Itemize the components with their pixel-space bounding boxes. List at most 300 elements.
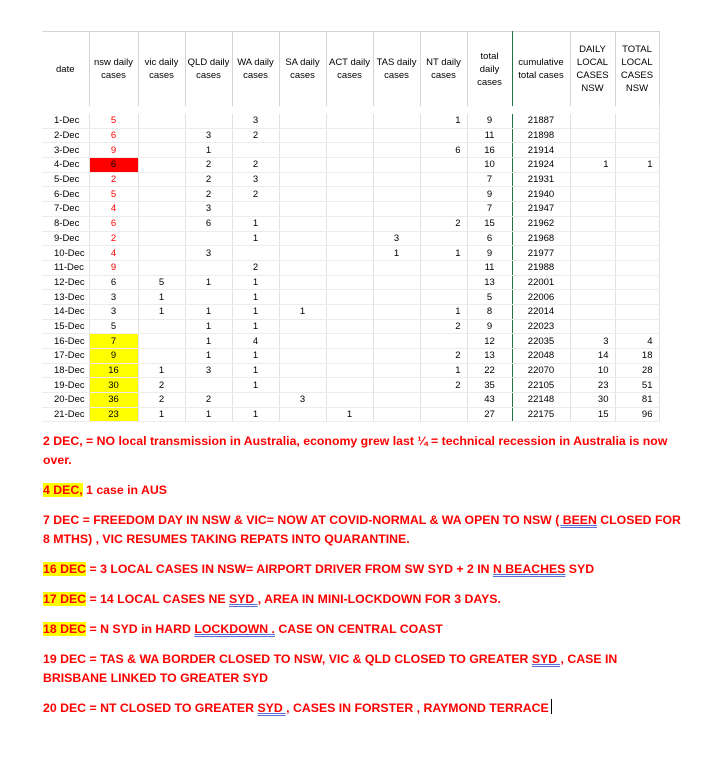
cell-qld[interactable]: [185, 378, 232, 393]
cell-sa[interactable]: [279, 349, 326, 364]
cell-date[interactable]: 20-Dec: [42, 393, 89, 408]
cell-wa[interactable]: 1: [232, 319, 279, 334]
cell-vic[interactable]: 2: [138, 378, 185, 393]
cell-sa[interactable]: [279, 231, 326, 246]
cell-daily_local[interactable]: 14: [570, 349, 615, 364]
cell-act[interactable]: [326, 128, 373, 143]
cell-act[interactable]: [326, 319, 373, 334]
cell-daily_local[interactable]: [570, 246, 615, 261]
cell-sa[interactable]: [279, 158, 326, 173]
cell-cum[interactable]: 22048: [512, 349, 570, 364]
cell-total[interactable]: 7: [467, 172, 512, 187]
cell-wa[interactable]: [232, 202, 279, 217]
cell-qld[interactable]: 1: [185, 349, 232, 364]
cell-total[interactable]: 9: [467, 246, 512, 261]
cell-total[interactable]: 10: [467, 158, 512, 173]
cell-nt[interactable]: [420, 231, 467, 246]
cell-cum[interactable]: 21947: [512, 202, 570, 217]
cell-cum[interactable]: 21988: [512, 260, 570, 275]
cell-qld[interactable]: 2: [185, 393, 232, 408]
cell-wa[interactable]: 1: [232, 378, 279, 393]
cell-qld[interactable]: 6: [185, 216, 232, 231]
cell-nt[interactable]: 2: [420, 319, 467, 334]
cell-act[interactable]: [326, 290, 373, 305]
cell-total_local[interactable]: [615, 260, 659, 275]
cell-tas[interactable]: [373, 158, 420, 173]
cell-sa[interactable]: 3: [279, 393, 326, 408]
cell-qld[interactable]: [185, 260, 232, 275]
cell-nt[interactable]: [420, 158, 467, 173]
cell-total_local[interactable]: [615, 290, 659, 305]
cell-date[interactable]: 21-Dec: [42, 407, 89, 422]
cell-total[interactable]: 22: [467, 363, 512, 378]
note-18-dec-text-b: CASE ON CENTRAL COAST: [274, 622, 443, 636]
cell-cum[interactable]: 22070: [512, 363, 570, 378]
cell-wa[interactable]: 1: [232, 275, 279, 290]
cell-qld[interactable]: 3: [185, 363, 232, 378]
cell-nt[interactable]: [420, 128, 467, 143]
header-cumulative[interactable]: cumulative total cases: [512, 32, 570, 107]
cell-act[interactable]: [326, 334, 373, 349]
cell-tas[interactable]: [373, 334, 420, 349]
cell-act[interactable]: [326, 202, 373, 217]
cell-total[interactable]: 8: [467, 304, 512, 319]
cell-daily_local[interactable]: [570, 260, 615, 275]
cell-qld[interactable]: 1: [185, 334, 232, 349]
cell-total_local[interactable]: [615, 172, 659, 187]
cell-nt[interactable]: [420, 172, 467, 187]
header-total-daily[interactable]: total daily cases: [467, 32, 512, 107]
cell-tas[interactable]: [373, 172, 420, 187]
cell-daily_local[interactable]: [570, 202, 615, 217]
cell-sa[interactable]: [279, 128, 326, 143]
cell-nsw[interactable]: 5: [89, 187, 138, 202]
cell-total_local[interactable]: [615, 187, 659, 202]
cell-tas[interactable]: [373, 393, 420, 408]
cell-nsw[interactable]: 4: [89, 202, 138, 217]
cell-tas[interactable]: 3: [373, 231, 420, 246]
cell-cum[interactable]: 21931: [512, 172, 570, 187]
cell-daily_local[interactable]: [570, 304, 615, 319]
cell-vic[interactable]: [138, 172, 185, 187]
cell-cum[interactable]: 21924: [512, 158, 570, 173]
cell-act[interactable]: 1: [326, 407, 373, 422]
header-nsw-daily[interactable]: nsw daily cases: [89, 32, 138, 107]
cell-wa[interactable]: [232, 143, 279, 158]
cell-nsw[interactable]: 9: [89, 260, 138, 275]
cell-date[interactable]: 2-Dec: [42, 128, 89, 143]
cell-tas[interactable]: [373, 319, 420, 334]
cell-total[interactable]: 5: [467, 290, 512, 305]
cell-total[interactable]: 16: [467, 143, 512, 158]
cell-daily_local[interactable]: 3: [570, 334, 615, 349]
cell-total_local[interactable]: [615, 128, 659, 143]
cell-vic[interactable]: [138, 143, 185, 158]
table-row: [42, 393, 659, 408]
cell-qld[interactable]: 2: [185, 187, 232, 202]
cell-nsw[interactable]: 16: [89, 363, 138, 378]
cell-date[interactable]: 10-Dec: [42, 246, 89, 261]
cell-tas[interactable]: [373, 304, 420, 319]
cell-total_local[interactable]: 51: [615, 378, 659, 393]
cell-date[interactable]: 18-Dec: [42, 363, 89, 378]
cell-qld[interactable]: 1: [185, 275, 232, 290]
cell-nsw[interactable]: 5: [89, 114, 138, 128]
cell-tas[interactable]: [373, 378, 420, 393]
cell-date[interactable]: 17-Dec: [42, 349, 89, 364]
cell-total[interactable]: 13: [467, 349, 512, 364]
cell-nt[interactable]: 1: [420, 304, 467, 319]
cell-wa[interactable]: 3: [232, 114, 279, 128]
cell-tas[interactable]: [373, 349, 420, 364]
cell-total_local[interactable]: 4: [615, 334, 659, 349]
cell-wa[interactable]: 1: [232, 290, 279, 305]
cell-sa[interactable]: [279, 334, 326, 349]
cell-nsw[interactable]: 3: [89, 304, 138, 319]
cell-nt[interactable]: [420, 260, 467, 275]
cell-cum[interactable]: 21898: [512, 128, 570, 143]
cell-nt[interactable]: [420, 202, 467, 217]
cell-tas[interactable]: [373, 143, 420, 158]
cell-sa[interactable]: [279, 246, 326, 261]
cell-total[interactable]: 35: [467, 378, 512, 393]
cell-nsw[interactable]: 6: [89, 216, 138, 231]
cell-vic[interactable]: 5: [138, 275, 185, 290]
cell-daily_local[interactable]: [570, 114, 615, 128]
cell-act[interactable]: [326, 114, 373, 128]
cell-act[interactable]: [326, 393, 373, 408]
cell-vic[interactable]: 2: [138, 393, 185, 408]
cell-date[interactable]: 12-Dec: [42, 275, 89, 290]
cell-qld[interactable]: 3: [185, 246, 232, 261]
cell-total[interactable]: 7: [467, 202, 512, 217]
cell-act[interactable]: [326, 363, 373, 378]
cell-total[interactable]: 11: [467, 260, 512, 275]
cell-total_local[interactable]: [615, 275, 659, 290]
cell-wa[interactable]: 1: [232, 231, 279, 246]
cell-total_local[interactable]: 18: [615, 349, 659, 364]
cell-act[interactable]: [326, 187, 373, 202]
cell-act[interactable]: [326, 143, 373, 158]
header-nt-daily[interactable]: NT daily cases: [420, 32, 467, 107]
cell-total_local[interactable]: 96: [615, 407, 659, 422]
cell-wa[interactable]: [232, 246, 279, 261]
cell-qld[interactable]: 1: [185, 319, 232, 334]
cell-qld[interactable]: 1: [185, 304, 232, 319]
cell-tas[interactable]: [373, 128, 420, 143]
cell-wa[interactable]: 1: [232, 349, 279, 364]
cell-sa[interactable]: [279, 407, 326, 422]
cell-vic[interactable]: [138, 319, 185, 334]
cell-tas[interactable]: 1: [373, 246, 420, 261]
cell-total[interactable]: 27: [467, 407, 512, 422]
cell-nt[interactable]: [420, 407, 467, 422]
cell-wa[interactable]: 2: [232, 187, 279, 202]
cell-qld[interactable]: 3: [185, 128, 232, 143]
cell-date[interactable]: 9-Dec: [42, 231, 89, 246]
cell-tas[interactable]: [373, 216, 420, 231]
table-row: [42, 290, 659, 305]
table-row: [42, 128, 659, 143]
cell-daily_local[interactable]: [570, 143, 615, 158]
cell-cum[interactable]: 22148: [512, 393, 570, 408]
table-row: [42, 260, 659, 275]
cell-nsw[interactable]: 6: [89, 158, 138, 173]
cell-nt[interactable]: [420, 187, 467, 202]
cell-nsw[interactable]: 3: [89, 290, 138, 305]
cell-cum[interactable]: 21940: [512, 187, 570, 202]
cell-date[interactable]: 7-Dec: [42, 202, 89, 217]
cell-nt[interactable]: 2: [420, 216, 467, 231]
header-qld-daily[interactable]: QLD daily cases: [185, 32, 232, 107]
cell-total_local[interactable]: 81: [615, 393, 659, 408]
cell-nt[interactable]: 6: [420, 143, 467, 158]
cell-sa[interactable]: [279, 319, 326, 334]
cell-act[interactable]: [326, 378, 373, 393]
note-17-dec-date: 17 DEC: [43, 592, 87, 606]
cell-date[interactable]: 1-Dec: [42, 114, 89, 128]
cell-qld[interactable]: [185, 114, 232, 128]
cell-wa[interactable]: 1: [232, 216, 279, 231]
cell-sa[interactable]: [279, 172, 326, 187]
cell-total_local[interactable]: [615, 304, 659, 319]
cell-date[interactable]: 8-Dec: [42, 216, 89, 231]
cell-nsw[interactable]: 9: [89, 349, 138, 364]
cell-cum[interactable]: 22014: [512, 304, 570, 319]
cell-nt[interactable]: [420, 275, 467, 290]
cell-daily_local[interactable]: [570, 290, 615, 305]
cell-nt[interactable]: 1: [420, 114, 467, 128]
cell-qld[interactable]: 1: [185, 407, 232, 422]
cell-daily_local[interactable]: [570, 231, 615, 246]
cell-nt[interactable]: 1: [420, 363, 467, 378]
note-17-dec-underlined: SYD ,: [229, 592, 262, 606]
cell-daily_local[interactable]: [570, 319, 615, 334]
cell-total_local[interactable]: 1: [615, 158, 659, 173]
cell-cum[interactable]: 22001: [512, 275, 570, 290]
cell-total_local[interactable]: [615, 216, 659, 231]
cell-sa[interactable]: [279, 114, 326, 128]
cell-total[interactable]: 43: [467, 393, 512, 408]
cell-wa[interactable]: 2: [232, 260, 279, 275]
cell-daily_local[interactable]: [570, 128, 615, 143]
cell-cum[interactable]: 22175: [512, 407, 570, 422]
cell-nt[interactable]: [420, 334, 467, 349]
cell-sa[interactable]: [279, 260, 326, 275]
cell-vic[interactable]: 1: [138, 290, 185, 305]
cell-date[interactable]: 11-Dec: [42, 260, 89, 275]
cell-daily_local[interactable]: 10: [570, 363, 615, 378]
table-row: [42, 304, 659, 319]
cell-date[interactable]: 15-Dec: [42, 319, 89, 334]
cell-nt[interactable]: 2: [420, 349, 467, 364]
table-row: [42, 172, 659, 187]
cell-date[interactable]: 19-Dec: [42, 378, 89, 393]
cell-vic[interactable]: [138, 334, 185, 349]
cell-sa[interactable]: [279, 202, 326, 217]
cell-nsw[interactable]: 4: [89, 246, 138, 261]
cell-total_local[interactable]: [615, 202, 659, 217]
cell-daily_local[interactable]: [570, 172, 615, 187]
cell-nsw[interactable]: 5: [89, 319, 138, 334]
cell-vic[interactable]: 1: [138, 407, 185, 422]
cell-nsw[interactable]: 6: [89, 275, 138, 290]
cell-date[interactable]: 14-Dec: [42, 304, 89, 319]
cell-sa[interactable]: [279, 378, 326, 393]
cell-total_local[interactable]: 28: [615, 363, 659, 378]
cell-qld[interactable]: 2: [185, 158, 232, 173]
cell-daily_local[interactable]: [570, 187, 615, 202]
cell-cum[interactable]: 21968: [512, 231, 570, 246]
cell-tas[interactable]: [373, 202, 420, 217]
cell-daily_local[interactable]: 30: [570, 393, 615, 408]
cell-sa[interactable]: 1: [279, 304, 326, 319]
cell-cum[interactable]: 21914: [512, 143, 570, 158]
note-20-dec-underlined: SYD ,: [257, 701, 290, 715]
cell-nt[interactable]: [420, 290, 467, 305]
cell-vic[interactable]: [138, 231, 185, 246]
cell-daily_local[interactable]: [570, 275, 615, 290]
cell-qld[interactable]: 3: [185, 202, 232, 217]
cell-date[interactable]: 5-Dec: [42, 172, 89, 187]
cell-date[interactable]: 6-Dec: [42, 187, 89, 202]
cell-total_local[interactable]: [615, 246, 659, 261]
cell-nt[interactable]: 2: [420, 378, 467, 393]
cell-nsw[interactable]: 2: [89, 172, 138, 187]
cell-cum[interactable]: 22006: [512, 290, 570, 305]
cell-wa[interactable]: 2: [232, 158, 279, 173]
cell-vic[interactable]: [138, 158, 185, 173]
cell-total_local[interactable]: [615, 319, 659, 334]
cell-act[interactable]: [326, 304, 373, 319]
cell-sa[interactable]: [279, 143, 326, 158]
cell-sa[interactable]: [279, 216, 326, 231]
cell-daily_local[interactable]: 15: [570, 407, 615, 422]
cell-cum[interactable]: 21977: [512, 246, 570, 261]
cell-total[interactable]: 9: [467, 319, 512, 334]
cell-cum[interactable]: 21887: [512, 114, 570, 128]
header-vic-daily[interactable]: vic daily cases: [138, 32, 185, 107]
cell-total[interactable]: 15: [467, 216, 512, 231]
cell-nsw[interactable]: 9: [89, 143, 138, 158]
cell-nsw[interactable]: 23: [89, 407, 138, 422]
cell-nt[interactable]: 1: [420, 246, 467, 261]
cell-date[interactable]: 4-Dec: [42, 158, 89, 173]
header-sa-daily[interactable]: SA daily cases: [279, 32, 326, 107]
cell-vic[interactable]: 1: [138, 304, 185, 319]
cell-act[interactable]: [326, 260, 373, 275]
cell-qld[interactable]: 2: [185, 172, 232, 187]
table-row: [42, 246, 659, 261]
cell-cum[interactable]: 22035: [512, 334, 570, 349]
cell-sa[interactable]: [279, 290, 326, 305]
header-tas-daily[interactable]: TAS daily cases: [373, 32, 420, 107]
cell-vic[interactable]: [138, 128, 185, 143]
cell-cum[interactable]: 21962: [512, 216, 570, 231]
header-total-local-nsw[interactable]: TOTAL LOCAL CASES NSW: [615, 32, 659, 107]
cell-daily_local[interactable]: 23: [570, 378, 615, 393]
cell-total[interactable]: 9: [467, 114, 512, 128]
cell-cum[interactable]: 22023: [512, 319, 570, 334]
cell-sa[interactable]: [279, 275, 326, 290]
cell-vic[interactable]: [138, 260, 185, 275]
cell-vic[interactable]: [138, 187, 185, 202]
cell-wa[interactable]: 1: [232, 407, 279, 422]
cell-nsw[interactable]: 36: [89, 393, 138, 408]
header-act-daily[interactable]: ACT daily cases: [326, 32, 373, 107]
cell-date[interactable]: 13-Dec: [42, 290, 89, 305]
cell-wa[interactable]: 1: [232, 363, 279, 378]
cell-nt[interactable]: [420, 393, 467, 408]
cell-sa[interactable]: [279, 363, 326, 378]
cell-qld[interactable]: 1: [185, 143, 232, 158]
cell-cum[interactable]: 22105: [512, 378, 570, 393]
note-20-dec[interactable]: [43, 699, 683, 718]
cell-act[interactable]: [326, 275, 373, 290]
header-date[interactable]: date: [42, 32, 89, 107]
cell-act[interactable]: [326, 349, 373, 364]
cell-nsw[interactable]: 6: [89, 128, 138, 143]
cell-wa[interactable]: 2: [232, 128, 279, 143]
header-daily-local-nsw[interactable]: DAILY LOCAL CASES NSW: [570, 32, 615, 107]
cell-sa[interactable]: [279, 187, 326, 202]
cell-total[interactable]: 6: [467, 231, 512, 246]
cell-act[interactable]: [326, 246, 373, 261]
cell-nsw[interactable]: 2: [89, 231, 138, 246]
cell-vic[interactable]: [138, 216, 185, 231]
cell-date[interactable]: 16-Dec: [42, 334, 89, 349]
cell-vic[interactable]: [138, 246, 185, 261]
cell-qld[interactable]: [185, 290, 232, 305]
cell-nsw[interactable]: 7: [89, 334, 138, 349]
cell-tas[interactable]: [373, 407, 420, 422]
cell-tas[interactable]: [373, 187, 420, 202]
cell-tas[interactable]: [373, 290, 420, 305]
cell-tas[interactable]: [373, 260, 420, 275]
note-16-dec: [43, 560, 683, 579]
cell-daily_local[interactable]: 1: [570, 158, 615, 173]
cell-vic[interactable]: [138, 349, 185, 364]
cell-wa[interactable]: 4: [232, 334, 279, 349]
cell-total[interactable]: 13: [467, 275, 512, 290]
cell-wa[interactable]: 3: [232, 172, 279, 187]
cell-total[interactable]: 12: [467, 334, 512, 349]
cell-act[interactable]: [326, 172, 373, 187]
cell-wa[interactable]: 1: [232, 304, 279, 319]
cell-vic[interactable]: [138, 202, 185, 217]
cell-date[interactable]: 3-Dec: [42, 143, 89, 158]
cell-tas[interactable]: [373, 275, 420, 290]
cell-act[interactable]: [326, 158, 373, 173]
cell-total_local[interactable]: [615, 231, 659, 246]
note-18-dec-text-a: = N SYD in HARD: [86, 622, 195, 636]
cell-qld[interactable]: [185, 231, 232, 246]
cell-nsw[interactable]: 30: [89, 378, 138, 393]
cell-tas[interactable]: [373, 363, 420, 378]
cell-daily_local[interactable]: [570, 216, 615, 231]
cell-total[interactable]: 9: [467, 187, 512, 202]
header-wa-daily[interactable]: WA daily cases: [232, 32, 279, 107]
cell-act[interactable]: [326, 231, 373, 246]
cell-total_local[interactable]: [615, 114, 659, 128]
cell-act[interactable]: [326, 216, 373, 231]
cell-total_local[interactable]: [615, 143, 659, 158]
cell-vic[interactable]: [138, 114, 185, 128]
cell-tas[interactable]: [373, 114, 420, 128]
cell-total[interactable]: 11: [467, 128, 512, 143]
cell-vic[interactable]: 1: [138, 363, 185, 378]
cell-wa[interactable]: [232, 393, 279, 408]
